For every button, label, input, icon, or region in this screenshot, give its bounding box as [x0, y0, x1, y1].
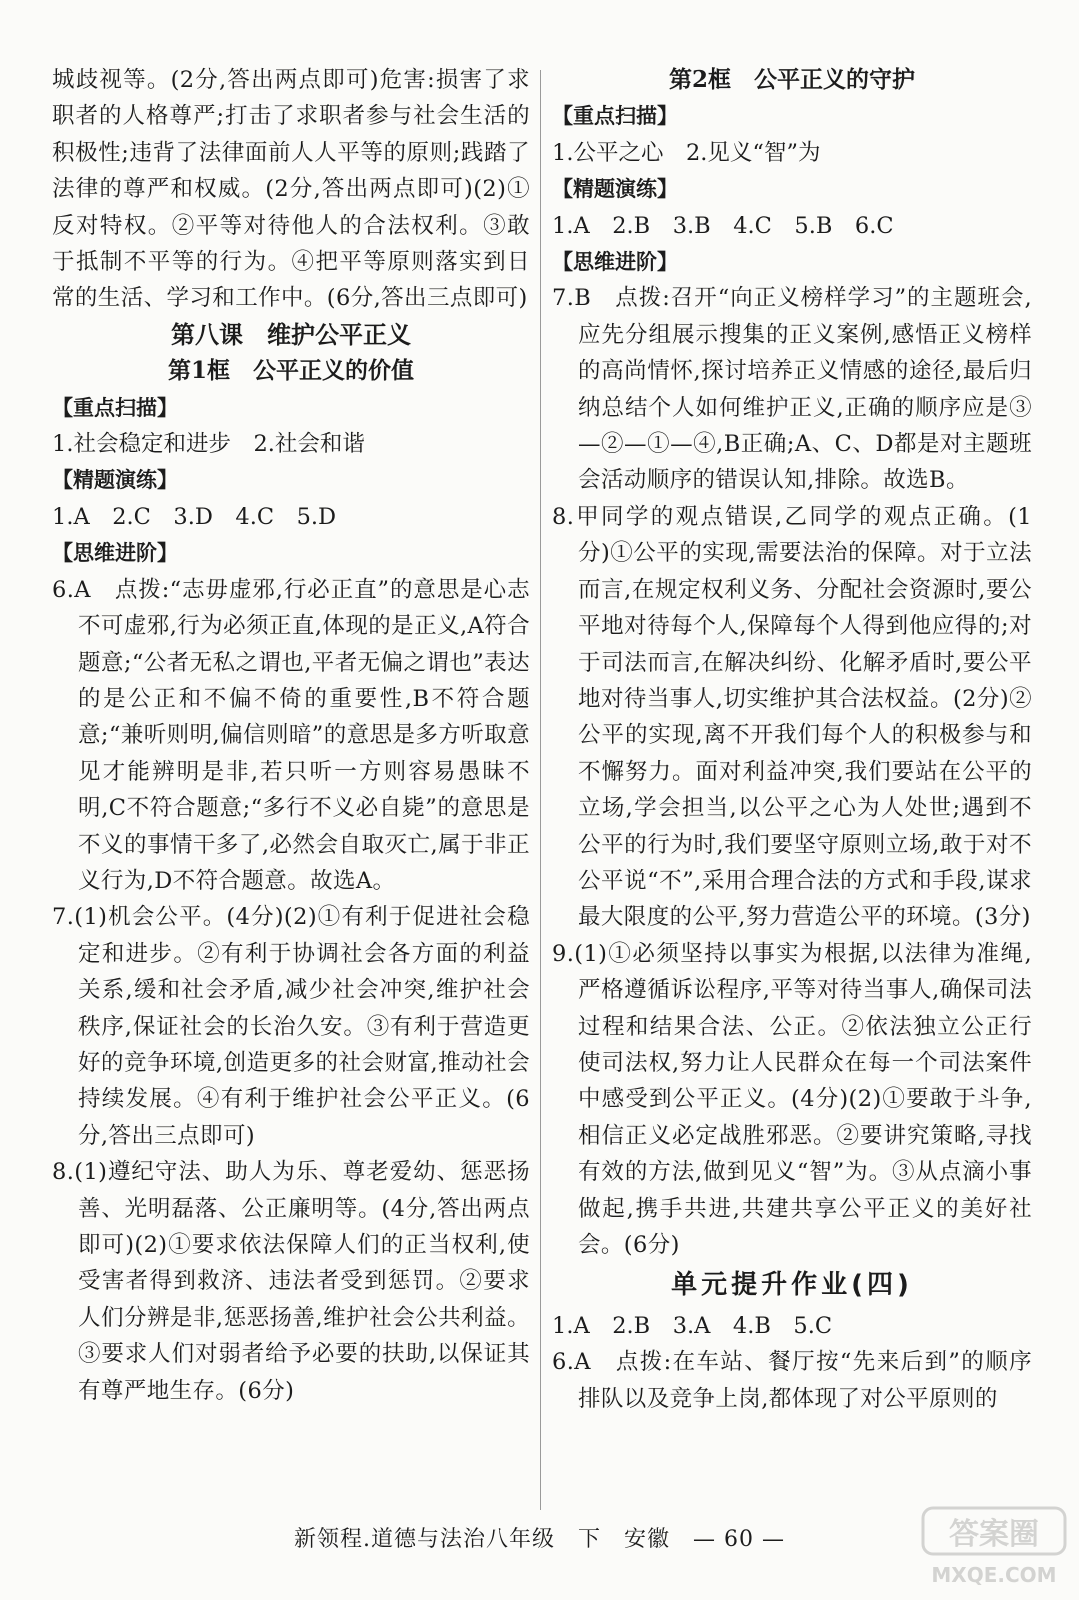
- column-divider: [540, 70, 541, 1510]
- lesson-title: 第八课 维护公平正义: [171, 319, 411, 349]
- watermark-logo: [919, 1502, 1069, 1592]
- drill-label: 【精题演练】: [52, 468, 178, 493]
- question-7-answer: 7.(1)机会公平。(4分)(2)①有利于促进社会稳定和进步。②有利于协调社会各方面的利益关系,缓和社会矛盾,减少社会冲突,维护社会秩序,保证社会的长治久安。③有利于营造更好的竞争环境,创造更多的社会财富,推动社会持续发展。④有利于维护社会公平正义。(6分,答出三点即可): [52, 904, 530, 1149]
- page-footer: 新领程.道德与法治八年级 下 安徽 — 60 —: [294, 1527, 785, 1552]
- thinking-label: 【思维进阶】: [52, 541, 178, 566]
- right-column: [552, 62, 1032, 1417]
- question-8-answer: 8.甲同学的观点错误,乙同学的观点正确。(1分)①公平的实现,需要法治的保障。对于立法而言,在规定权利义务、分配社会资源时,要公平地对待每个人,保障每个人得到他应得的;对于司法而言,在解决纠纷、化解矛盾时,要公平地对待当事人,切实维护其合法权益。(2分)②公平的实现,离不开我们每个人的积极参与和不懈努力。面对利益冲突,我们要站在公平的立场,学会担当,以公平之心为人处世;遇到不公平的行为时,我们要坚守原则立场,敢于对不公平说“不”,采用合理合法的方式和手段,谋求最大限度的公平,努力营造公平的环境。(3分): [552, 503, 1032, 931]
- question-6-answer: 6.A 点拨:“志毋虚邪,行必正直”的意思是心志不可虚邪,行为必须正直,体现的是正义,A符合题意;“公者无私之谓也,平者无偏之谓也”表达的是公正和不偏不倚的重要性,B不符合题意;“兼听则明,偏信则暗”的意思是多方听取意见才能辨明是非,若只听一方则容易愚昧不明,C不符合题意;“多行不义必自毙”的意思是不义的事情干多了,必然会自取灭亡,属于非正义行为,D不符合题意。故选A。: [52, 576, 530, 894]
- svg-text:答案圈: 答案圈: [949, 1517, 1039, 1552]
- drill-answers: 1.A 2.C 3.D 4.C 5.D: [52, 503, 337, 530]
- unit-question-6-answer: 6.A 点拨:在车站、餐厅按“先来后到”的顺序排队以及竞争上岗,都体现了对公平原则的: [552, 1349, 1032, 1412]
- left-column: [52, 62, 530, 1409]
- question-8-answer: 8.(1)遵纪守法、助人为乐、尊老爱幼、惩恶扬善、光明磊落、公正廉明等。(4分,答出两点即可)(2)①要求依法保障人们的正当权利,使受害者得到救济、违法者受到惩罚。②要求人们分辨是非,惩恶扬善,维护社会公共利益。③要求人们对弱者给予必要的扶助,以保证其有尊严地生存。(6分): [52, 1159, 530, 1404]
- key-scan-label: 【重点扫描】: [552, 104, 678, 129]
- intro-answer-text: 城歧视等。(2分,答出两点即可)危害:损害了求职者的人格尊严;打击了求职者参与社会生活的积极性;违背了法律面前人人平等的原则;践踏了法律的尊严和权威。(2分,答出两点即可)(2)①反对特权。②平等对待他人的合法权利。③敢于抵制不平等的行为。④把平等原则落实到日常的生活、学习和工作中。(6分,答出三点即可): [52, 67, 530, 312]
- question-7-answer: 7.B 点拨:召开“向正义榜样学习”的主题班会,应先分组展示搜集的正义案例,感悟正义榜样的高尚情怀,探讨培养正义情感的途径,最后归纳总结个人如何维护正义,正确的顺序应是③—②—①—④,B正确;A、C、D都是对主题班会活动顺序的错误认知,排除。故选B。: [552, 285, 1032, 494]
- frame1-title: 第1框 公平正义的价值: [167, 357, 414, 385]
- frame2-title: 第2框 公平正义的守护: [668, 66, 915, 93]
- key-scan-label: 【重点扫描】: [52, 395, 178, 420]
- key-scan-answers: 1.公平之心 2.见义“智”为: [552, 139, 821, 166]
- thinking-label: 【思维进阶】: [552, 250, 678, 275]
- watermark-text: MXQE.COM: [931, 1563, 1057, 1587]
- question-9-answer: 9.(1)①必须坚持以事实为根据,以法律为准绳,严格遵循诉讼程序,平等对待当事人,确保司法过程和结果合法、公正。②依法独立公正行使司法权,努力让人民群众在每一个司法案件中感受到公平正义。(4分)(2)①要敢于斗争,相信正义必定战胜邪恶。②要讲究策略,寻找有效的方法,做到见义“智”为。③从点滴小事做起,携手共进,共建共享公平正义的美好社会。(6分): [552, 940, 1032, 1258]
- unit-title: 单元提升作业(四): [671, 1270, 913, 1301]
- unit-answers: 1.A 2.B 3.A 4.B 5.C: [552, 1312, 833, 1339]
- drill-label: 【精题演练】: [552, 177, 678, 202]
- key-scan-answers: 1.社会稳定和进步 2.社会和谐: [52, 431, 365, 458]
- drill-answers: 1.A 2.B 3.B 4.C 5.B 6.C: [552, 212, 894, 239]
